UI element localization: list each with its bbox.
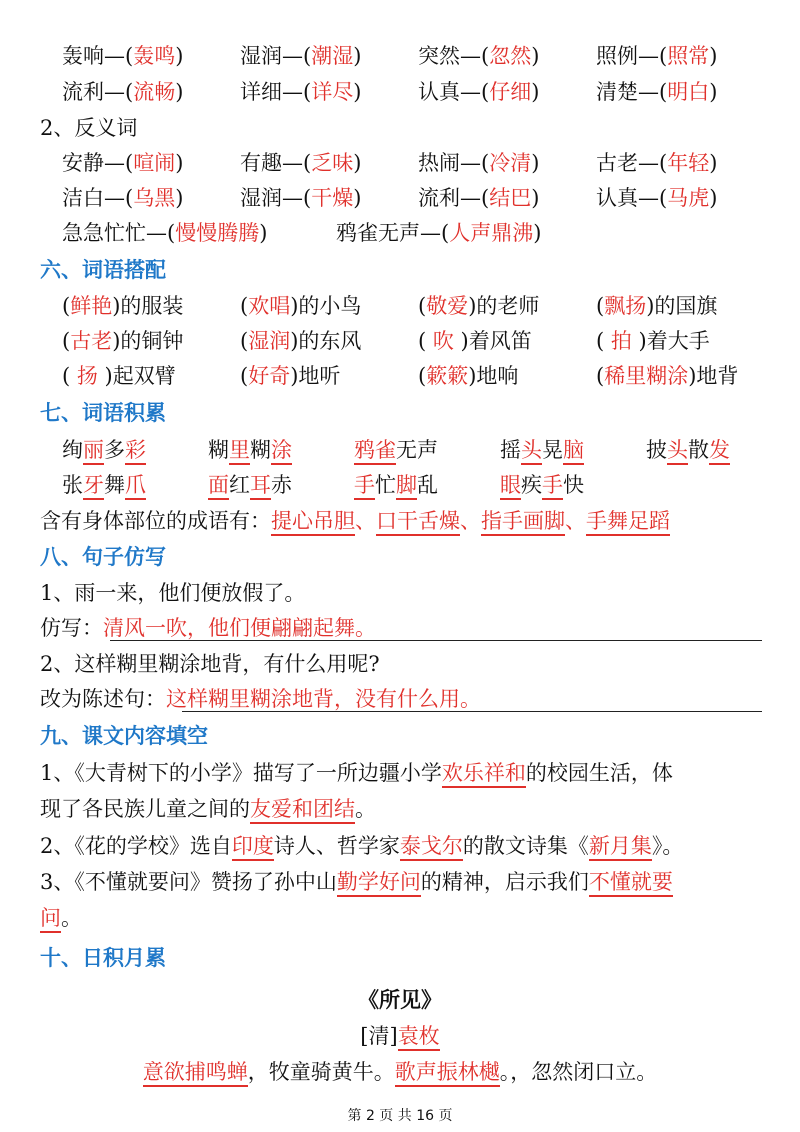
collocation: (欢唱)的小鸟 [240, 294, 362, 318]
collocation: (飘扬)的国旗 [596, 294, 718, 318]
synonym-pair: 清楚—(明白) [596, 80, 718, 104]
collocation: (敬爱)的老师 [418, 294, 540, 318]
synonym-pair: 认真—(仔细) [418, 80, 540, 104]
word-fill: 面红耳赤 [208, 469, 292, 501]
antonym-pair: 流利—(结巴) [418, 186, 540, 210]
poem-line: 意欲捕鸣蝉，牧童骑黄牛。歌声振林樾。，忽然闭口立。 [0, 1056, 800, 1088]
antonym-pair: 古老—(年轻) [596, 151, 718, 175]
word-fill: 张牙舞爪 [62, 469, 146, 501]
antonym-pair: 认真—(马虎) [596, 186, 718, 210]
collocation: (鲜艳)的服装 [62, 294, 184, 318]
collocation: (稀里糊涂)地背 [596, 364, 739, 388]
word-fill: 鸦雀无声 [354, 434, 438, 466]
antonym-pair: 有趣—(乏味) [240, 151, 362, 175]
word-fill: 绚丽多彩 [62, 434, 146, 466]
antonym-pair: 热闹—(冷清) [418, 151, 540, 175]
collocation: ( 扬 )起双臂 [62, 364, 176, 388]
synonym-pair: 湿润—(潮湿) [240, 44, 362, 68]
antonym-pair: 安静—(喧闹) [62, 151, 184, 175]
poem-author: [清]袁枚 [0, 1020, 800, 1052]
antonym-pair: 湿润—(干燥) [240, 186, 362, 210]
answer-line [182, 711, 762, 712]
collocation: (好奇)地听 [240, 364, 341, 388]
word-fill: 摇头晃脑 [500, 434, 584, 466]
collocation: (簌簌)地响 [418, 364, 519, 388]
synonym-pair: 详细—(详尽) [240, 80, 362, 104]
word-fill: 披头散发 [646, 434, 730, 466]
synonym-pair: 流利—(流畅) [62, 80, 184, 104]
poem-title: 《所见》 [358, 987, 442, 1012]
collocation: ( 拍 )着大手 [596, 329, 710, 353]
word-fill: 眼疾手快 [500, 469, 584, 501]
synonym-pair: 轰响—(轰鸣) [62, 44, 184, 68]
word-fill: 糊里糊涂 [208, 434, 292, 466]
collocation: ( 吹 )着风笛 [418, 329, 532, 353]
synonym-pair: 照例—(照常) [596, 44, 718, 68]
antonym-pair: 洁白—(乌黑) [62, 186, 184, 210]
collocation: (湿润)的东风 [240, 329, 362, 353]
answer-line [110, 640, 762, 641]
collocation: (古老)的铜钟 [62, 329, 184, 353]
page-number: 第 2 页 共 16 页 [347, 1108, 453, 1124]
synonym-pair: 突然—(忽然) [418, 44, 540, 68]
antonym-pair: 急急忙忙—(慢慢腾腾) [62, 221, 268, 245]
word-fill: 手忙脚乱 [354, 469, 438, 501]
antonym-pair: 鸦雀无声—(人声鼎沸) [336, 221, 542, 245]
